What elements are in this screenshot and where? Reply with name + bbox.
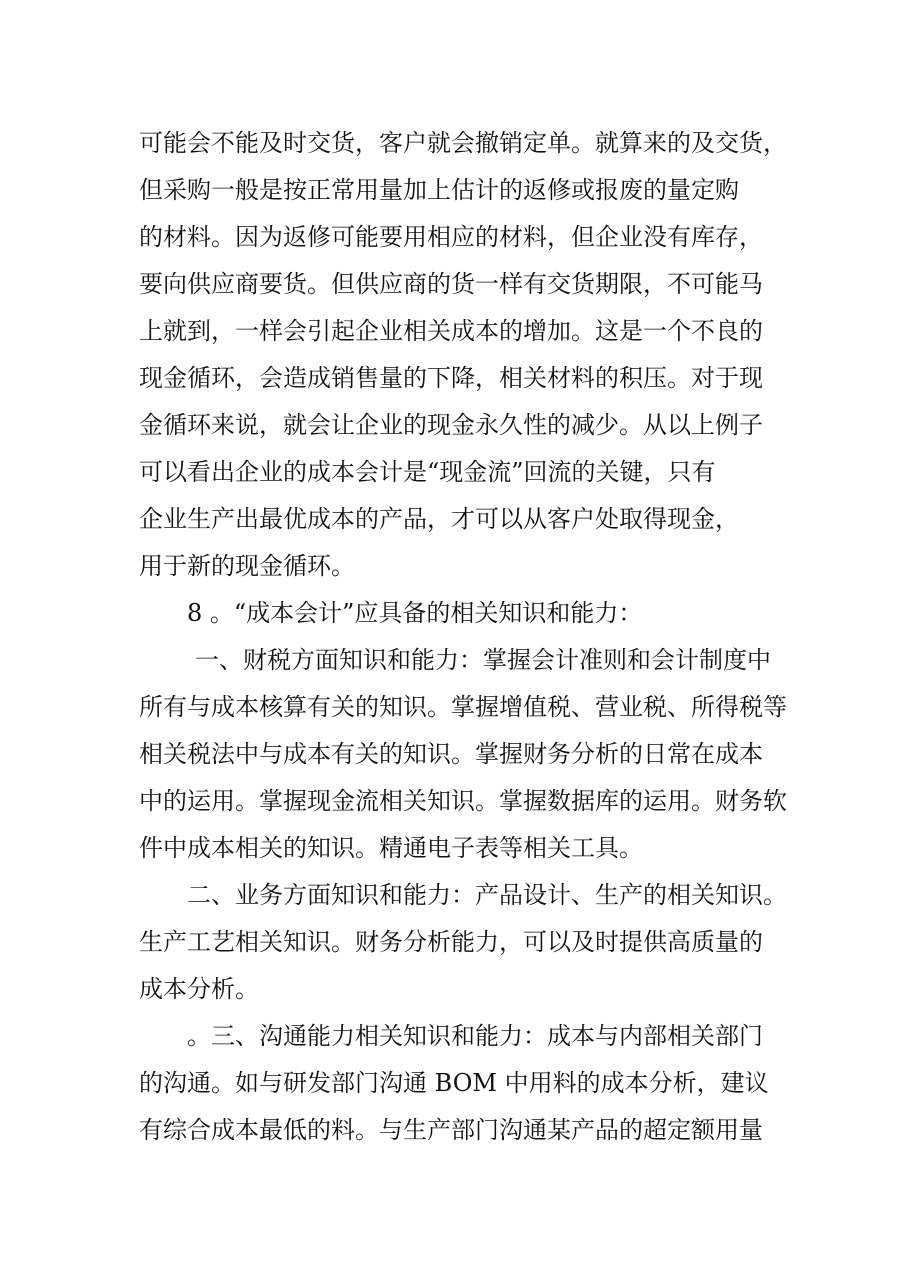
text-line: 可以看出企业的成本会计是“现金流”回流的关键，只有 <box>139 458 716 486</box>
text-line: 中的运用。掌握现金流相关知识。掌握数据库的运用。财务软 <box>139 787 787 815</box>
text-line: 现金循环，会造成销售量的下降，相关材料的积压。对于现 <box>139 364 763 392</box>
text-line: 的材料。因为返修可能要用相应的材料，但企业没有库存， <box>139 223 763 251</box>
text-line: 金循环来说，就会让企业的现金永久性的减少。从以上例子 <box>139 411 763 439</box>
text-line: 企业生产出最优成本的产品，才可以从客户处取得现金， <box>139 505 739 533</box>
text-line: 。三、沟通能力相关知识和能力：成本与内部相关部门 <box>187 1022 763 1050</box>
text-line: 有综合成本最低的料。与生产部门沟通某产品的超定额用量 <box>139 1116 763 1144</box>
text-line: 可能会不能及时交货，客户就会撤销定单。就算来的及交货， <box>139 129 787 157</box>
text-line: 二、业务方面知识和能力：产品设计、生产的相关知识。 <box>187 881 787 909</box>
text-line: 一、财税方面知识和能力：掌握会计准则和会计制度中 <box>195 646 771 674</box>
body-text <box>139 120 789 1154</box>
section-heading: 8 。“成本会计”应具备的相关知识和能力： <box>187 599 643 627</box>
text-line: 生产工艺相关知识。财务分析能力，可以及时提供高质量的 <box>139 928 763 956</box>
text-line: 成本分析。 <box>139 975 259 1003</box>
text-line: 但采购一般是按正常用量加上估计的返修或报废的量定购 <box>139 176 739 204</box>
text-line: 要向供应商要货。但供应商的货一样有交货期限，不可能马 <box>139 270 763 298</box>
text-line: 相关税法中与成本有关的知识。掌握财务分析的日常在成本 <box>139 740 763 768</box>
text-line: 所有与成本核算有关的知识。掌握增值税、营业税、所得税等 <box>139 693 787 721</box>
text-line: 件中成本相关的知识。精通电子表等相关工具。 <box>139 834 643 862</box>
text-line: 的沟通。如与研发部门沟通 BOM 中用料的成本分析，建议 <box>139 1069 769 1097</box>
text-line: 用于新的现金循环。 <box>139 552 355 580</box>
text-line: 上就到，一样会引起企业相关成本的增加。这是一个不良的 <box>139 317 763 345</box>
